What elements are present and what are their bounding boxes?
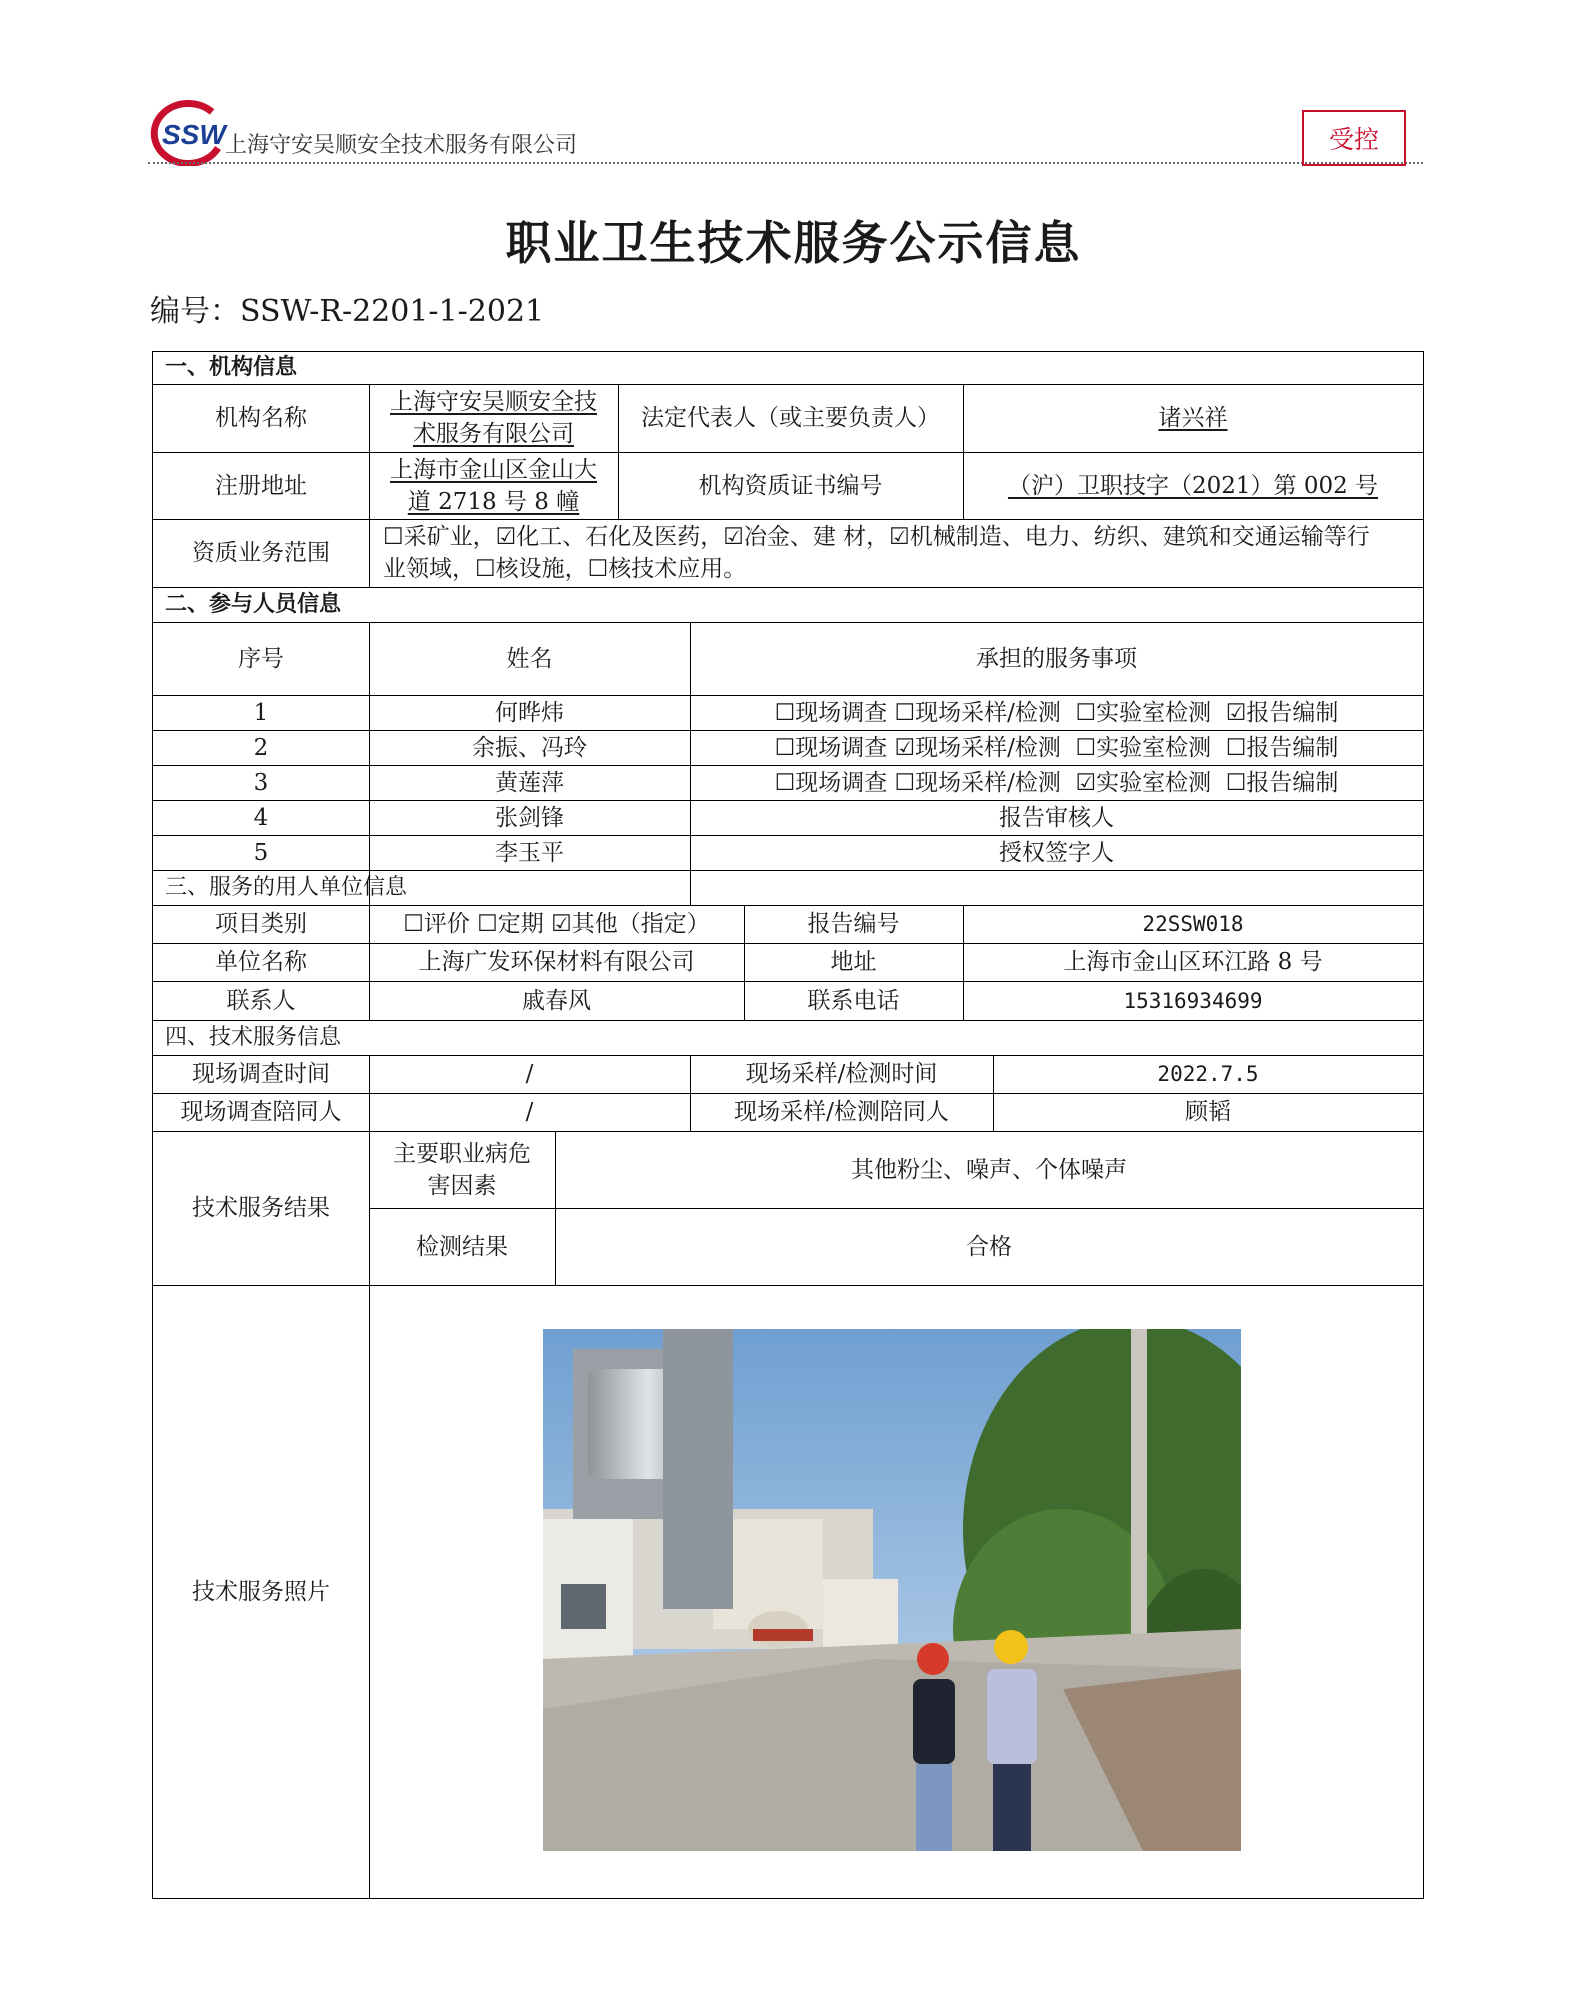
- staff-row-5-name: 李玉平: [495, 839, 564, 866]
- survey-escort-label: 现场调查陪同人: [180, 1099, 342, 1125]
- category-label: 项目类别: [215, 911, 307, 937]
- staff-row-4-name: 张剑锋: [495, 804, 564, 831]
- service-photo-label: 技术服务照片: [192, 1578, 330, 1605]
- cert-value: （沪）卫职技字（2021）第 002 号: [1007, 472, 1379, 499]
- staff-row-2-no: 2: [253, 734, 269, 761]
- report-no-label: 报告编号: [807, 911, 900, 937]
- staff-row-2-name: 余振、冯玲: [472, 734, 587, 761]
- col-header-name: 姓名: [506, 645, 553, 672]
- staff-row-5-no: 5: [253, 839, 269, 866]
- staff-row-1-name: 何晔炜: [495, 699, 564, 726]
- scope-line1: ☐采矿业，☑化工、石化及医药，☑冶金、建 材，☑机械制造、电力、纺织、建筑和交通运输等行: [383, 524, 1370, 550]
- org-name-line2: 术服务有限公司: [413, 421, 574, 447]
- hazard-label: [369, 1131, 555, 1208]
- controlled-stamp: 受控: [1302, 110, 1406, 166]
- service-result-label: 技术服务结果: [192, 1195, 330, 1221]
- legal-rep-label: 法定代表人（或主要负责人）: [641, 405, 940, 431]
- staff-row-5-items: 授权签字人: [999, 839, 1114, 866]
- col-header-no: 序号: [238, 645, 284, 672]
- address-line1: 上海市金山区金山大: [390, 456, 597, 483]
- scope-label: 资质业务范围: [192, 540, 330, 566]
- phone-value: 15316934699: [1123, 988, 1263, 1013]
- scope-value: [369, 519, 1423, 587]
- header-divider: [148, 162, 1423, 164]
- sampling-time-value: 2022.7.5: [1157, 1062, 1259, 1086]
- org-name-line1: 上海守安吴顺安全技: [390, 389, 597, 415]
- sampling-time-label: 现场采样/检测时间: [745, 1061, 938, 1087]
- staff-row-1-items: ☐现场调查 ☐现场采样/检测 ☐实验室检测 ☑报告编制: [774, 699, 1339, 726]
- survey-time-value: /: [525, 1061, 534, 1087]
- unit-address-label: 地址: [830, 949, 877, 975]
- document-number: 编号：SSW-R-2201-1-2021: [150, 294, 545, 329]
- report-no-value: 22SSW018: [1142, 912, 1244, 936]
- logo-text: SSW: [162, 119, 226, 150]
- section-org-heading: 一、机构信息: [165, 355, 298, 380]
- staff-row-3-name: 黄莲萍: [495, 769, 564, 796]
- staff-row-4-no: 4: [253, 804, 269, 831]
- survey-time-label: 现场调查时间: [192, 1061, 330, 1087]
- address-label: 注册地址: [215, 472, 307, 499]
- category-value: ☐评价 ☐定期 ☑其他（指定）: [403, 911, 710, 937]
- hazard-label-line1: 主要职业病危: [393, 1140, 531, 1167]
- survey-escort-value: /: [525, 1099, 534, 1125]
- staff-row-4-items: 报告审核人: [999, 804, 1114, 831]
- hazard-value: 其他粉尘、噪声、个体噪声: [851, 1156, 1127, 1183]
- staff-row-1-no: 1: [253, 699, 269, 726]
- section-employer-heading: 三、服务的用人单位信息: [165, 874, 408, 900]
- org-name-label: 机构名称: [215, 405, 307, 431]
- company-logo: [148, 98, 228, 166]
- cert-label: 机构资质证书编号: [698, 472, 883, 499]
- scope-line2: 业领域，☐核设施，☐核技术应用。: [383, 556, 747, 582]
- address-line2: 道 2718 号 8 幢: [407, 488, 580, 515]
- page-title: 职业卫生技术服务公示信息: [505, 216, 1082, 270]
- contact-label: 联系人: [226, 987, 296, 1014]
- test-result-value: 合格: [966, 1233, 1012, 1260]
- staff-row-3-items: ☐现场调查 ☐现场采样/检测 ☑实验室检测 ☐报告编制: [774, 769, 1339, 796]
- sampling-escort-label: 现场采样/检测陪同人: [734, 1099, 949, 1125]
- phone-label: 联系电话: [807, 987, 900, 1014]
- contact-value: 戚春风: [522, 987, 591, 1014]
- hazard-label-line2: 害因素: [427, 1172, 497, 1199]
- section-staff-heading: 二、参与人员信息: [165, 591, 342, 617]
- unit-name-value: 上海广发环保材料有限公司: [418, 949, 695, 975]
- col-header-items: 承担的服务事项: [976, 645, 1137, 672]
- test-result-label: 检测结果: [416, 1233, 508, 1260]
- staff-row-2-items: ☐现场调查 ☑现场采样/检测 ☐实验室检测 ☐报告编制: [774, 734, 1339, 761]
- sampling-escort-value: 顾韬: [1185, 1099, 1231, 1125]
- legal-rep-value: 诸兴祥: [1158, 405, 1228, 431]
- org-name-value: [369, 384, 618, 452]
- company-name: 上海守安吴顺安全技术服务有限公司: [225, 133, 578, 158]
- service-photo: [543, 1329, 1241, 1851]
- staff-row-3-no: 3: [253, 769, 269, 796]
- unit-address-value: 上海市金山区环江路 8 号: [1063, 949, 1323, 975]
- address-value: [369, 452, 618, 519]
- unit-name-label: 单位名称: [215, 949, 307, 975]
- section-service-heading: 四、技术服务信息: [165, 1024, 342, 1050]
